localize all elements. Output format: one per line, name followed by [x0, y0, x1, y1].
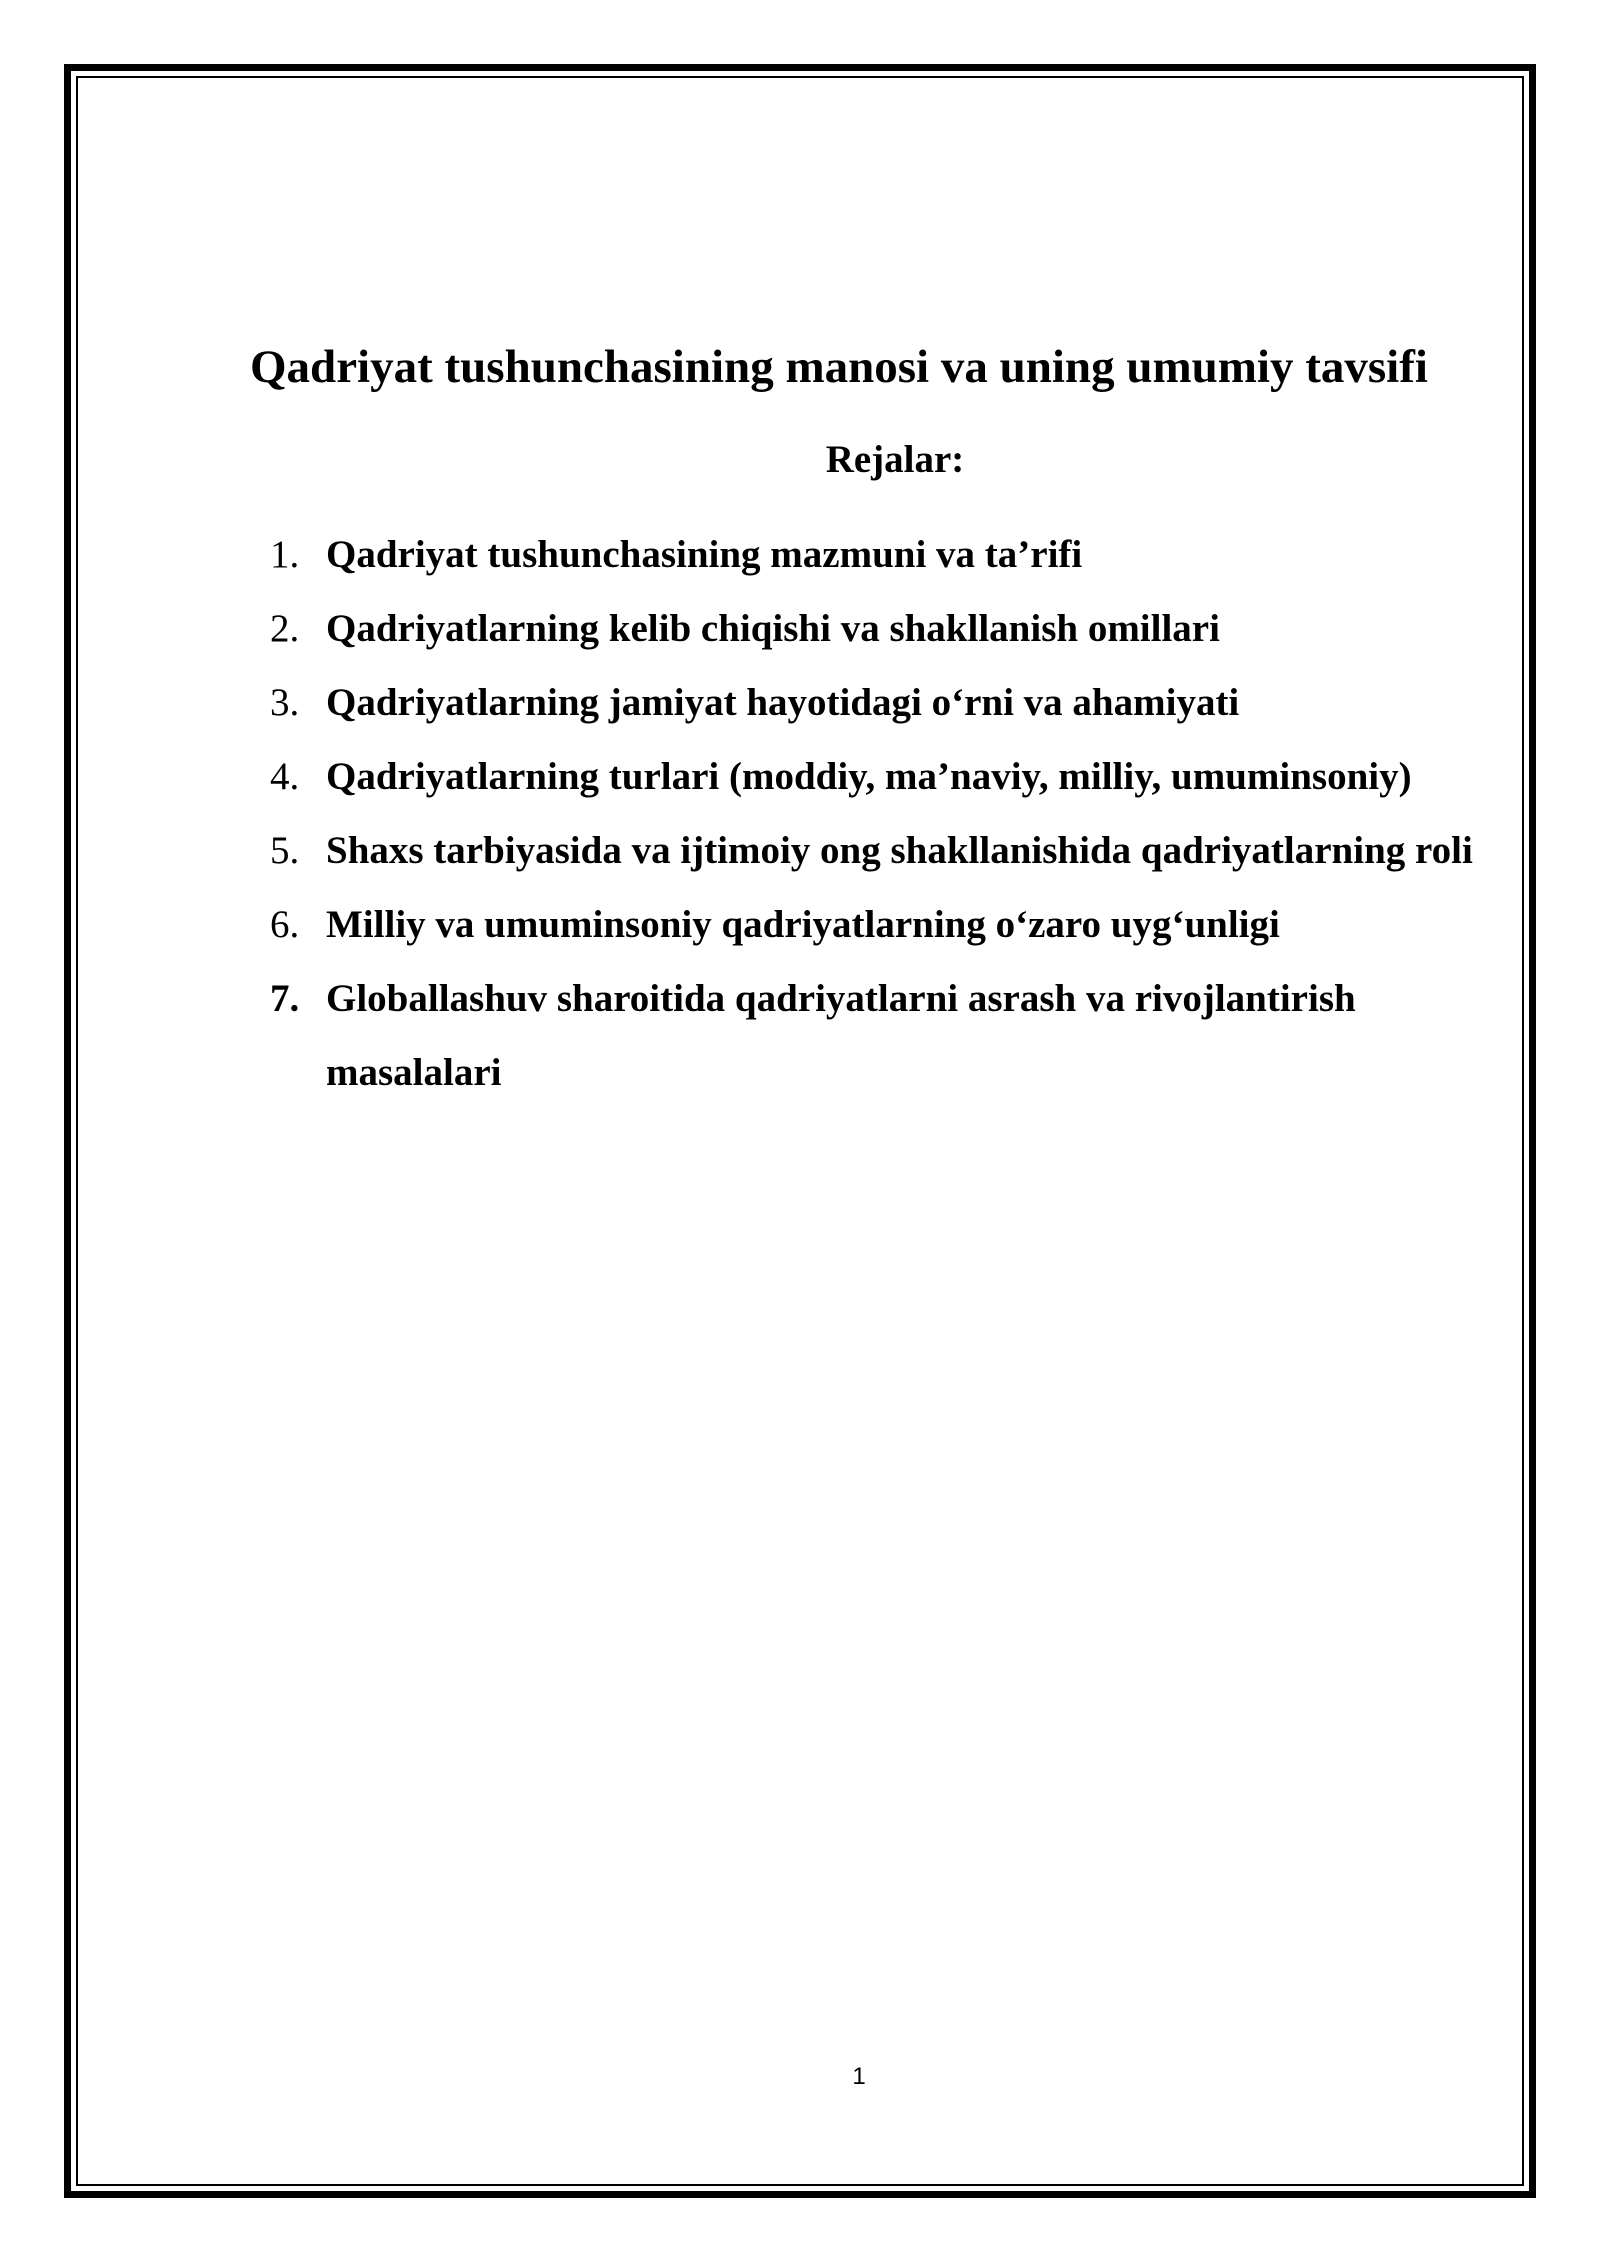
- plan-number: 7.: [270, 977, 300, 1020]
- plan-item-6: [270, 888, 1490, 962]
- plan-number: 2.: [270, 607, 300, 650]
- plan-item-4: [270, 740, 1490, 814]
- plan-text: Qadriyat tushunchasining mazmuni va ta’rifi: [326, 533, 1083, 576]
- plan-number: 1.: [270, 533, 300, 576]
- plans-list: [270, 518, 1490, 1110]
- plan-item-3: [270, 666, 1490, 740]
- plan-item-1: [270, 518, 1490, 592]
- plan-item-5: [270, 814, 1490, 888]
- plan-number: 6.: [270, 903, 300, 946]
- plan-item-7: [270, 962, 1490, 1110]
- plan-text: Shaxs tarbiyasida va ijtimoiy ong shakllanishida qadriyatlarning roli: [326, 829, 1473, 872]
- plan-item-2: [270, 592, 1490, 666]
- plans-heading: Rejalar:: [825, 438, 965, 481]
- plan-text: Qadriyatlarning jamiyat hayotidagi o‘rni va ahamiyati: [326, 681, 1240, 724]
- plan-number: 3.: [270, 681, 300, 724]
- plan-text: Qadriyatlarning kelib chiqishi va shakllanish omillari: [326, 607, 1220, 650]
- document-title: Qadriyat tushunchasining manosi va uning umumiy tavsifi: [250, 341, 1428, 393]
- plan-text: Milliy va umuminsoniy qadriyatlarning o‘zaro uyg‘unligi: [326, 903, 1280, 946]
- plan-text: Qadriyatlarning turlari (moddiy, ma’naviy, milliy, umuminsoniy): [326, 755, 1412, 798]
- page-number: 1: [852, 2063, 866, 2090]
- plan-number: 5.: [270, 829, 300, 872]
- plan-text: Globallashuv sharoitida qadriyatlarni asrash va rivojlantirish masalalari: [326, 977, 1356, 1094]
- plan-number: 4.: [270, 755, 300, 798]
